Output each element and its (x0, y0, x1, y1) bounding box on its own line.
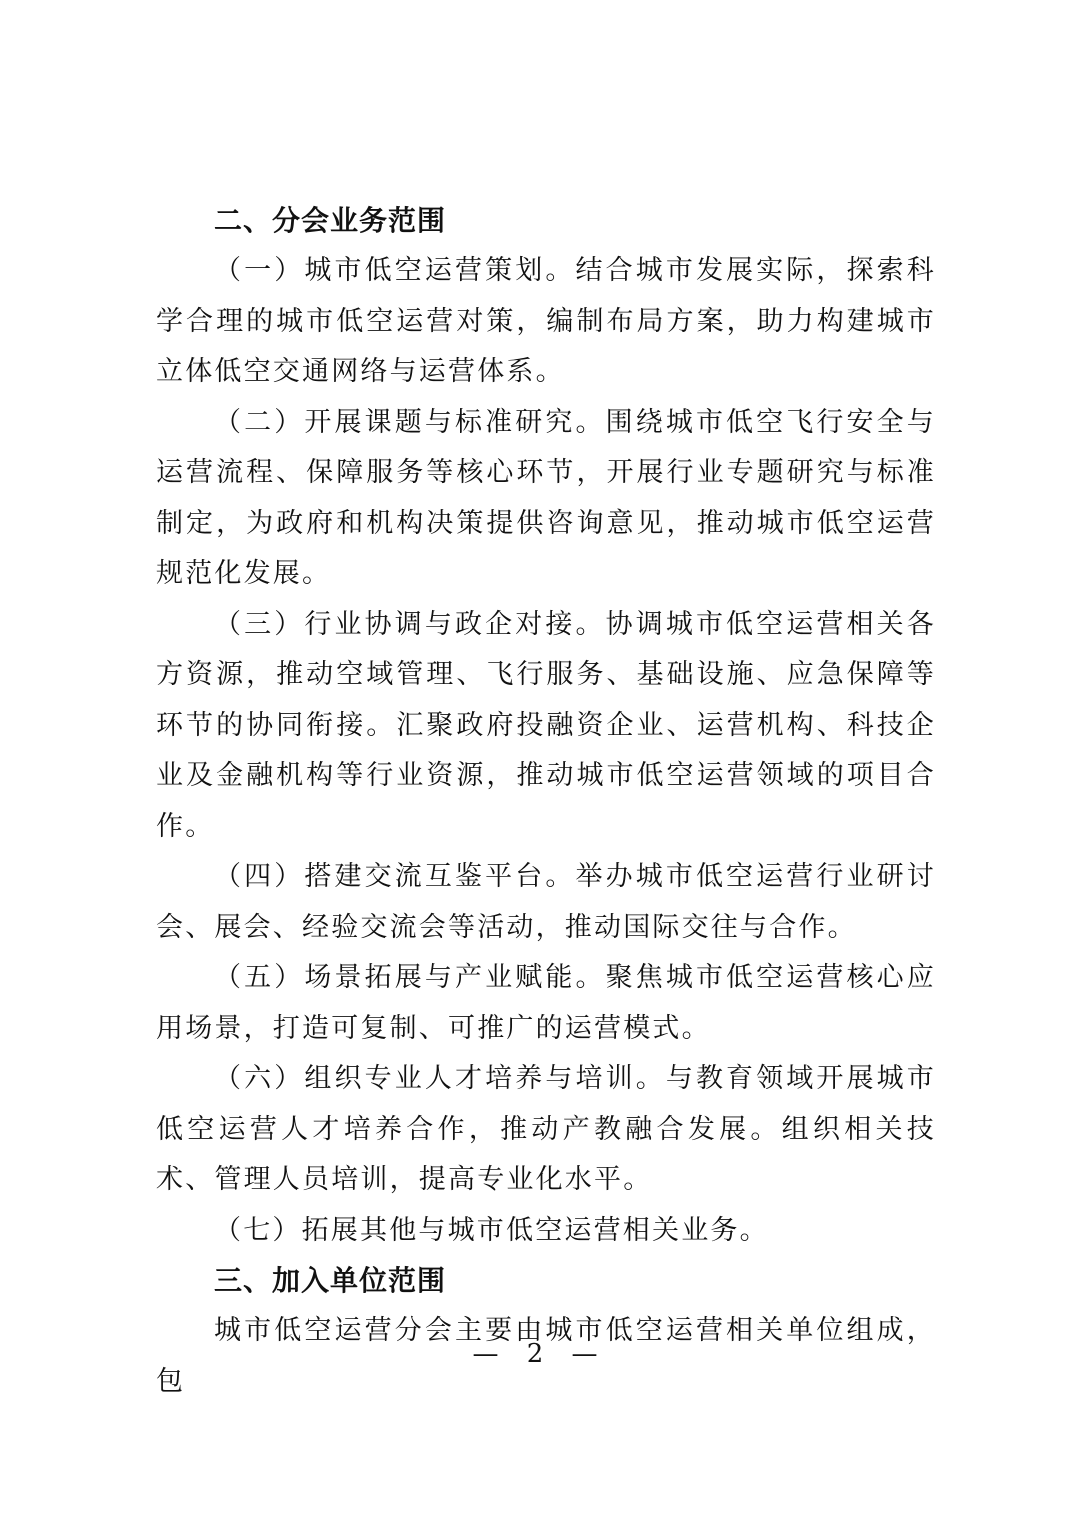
member-scope-intro: 城市低空运营分会主要由城市低空运营相关单位组成，包 (156, 1315, 936, 1397)
business-item-6: （六）组织专业人才培养与培训。与教育领域开展城市低空运营人才培养合作，推动产教融合发展。组织相关技术、管理人员培训，提高专业化水平。 (156, 1063, 936, 1195)
business-item-4: （四）搭建交流互鉴平台。举办城市低空运营行业研讨会、展会、经验交流会等活动，推动国际交往与合作。 (156, 861, 936, 943)
business-item-5: （五）场景拓展与产业赋能。聚焦城市低空运营核心应用场景，打造可复制、可推广的运营模式。 (156, 962, 936, 1044)
business-item-1: （一）城市低空运营策划。结合城市发展实际，探索科学合理的城市低空运营对策，编制布局方案，助力构建城市立体低空交通网络与运营体系。 (156, 255, 936, 387)
section-heading-business-scope: 二、分会业务范围 (214, 204, 447, 237)
section-heading-member-scope: 三、加入单位范围 (214, 1264, 447, 1297)
business-item-2: （二）开展课题与标准研究。围绕城市低空飞行安全与运营流程、保障服务等核心环节，开展行业专题研究与标准制定，为政府和机构决策提供咨询意见，推动城市低空运营规范化发展。 (156, 406, 936, 589)
page-number: — 2 — (472, 1339, 608, 1369)
business-item-3: （三）行业协调与政企对接。协调城市低空运营相关各方资源，推动空域管理、飞行服务、基础设施、应急保障等环节的协同衔接。汇聚政府投融资企业、运营机构、科技企业及金融机构等行业资源，推动城市低空运营领域的项目合作。 (156, 608, 936, 842)
document-page (156, 196, 936, 1407)
business-item-7: （七）拓展其他与城市低空运营相关业务。 (214, 1214, 769, 1246)
